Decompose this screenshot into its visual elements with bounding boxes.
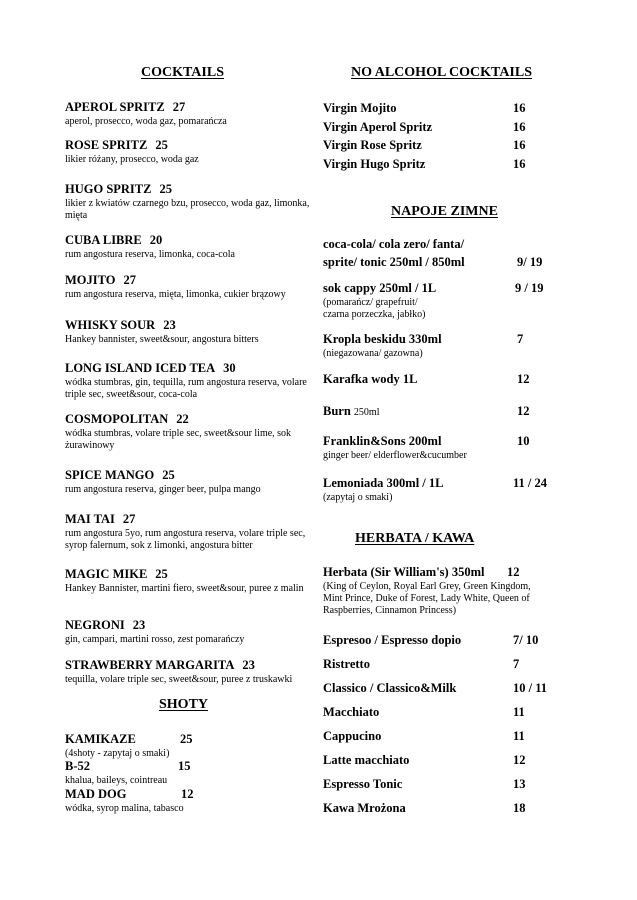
item-price: 10 / 11 xyxy=(513,681,548,695)
item-name: Classico / Classico&Milk xyxy=(323,681,457,695)
item-price: 23 xyxy=(132,618,146,632)
menu-item xyxy=(65,759,315,787)
item-name: Virgin Rose Spritz xyxy=(323,138,422,152)
item-price: 12 xyxy=(507,565,520,579)
menu-item xyxy=(65,273,315,301)
menu-item xyxy=(323,279,583,321)
item-description: aperol, prosecco, woda gaz, pomarańcza xyxy=(65,116,227,127)
menu-item xyxy=(323,631,583,649)
item-price: 30 xyxy=(223,361,236,375)
item-price: 12 xyxy=(513,753,526,767)
menu-item xyxy=(323,136,583,154)
item-name: MOJITO xyxy=(65,273,116,287)
menu-item xyxy=(65,468,315,496)
item-name: Karafka wody 1L xyxy=(323,372,418,386)
item-description: Hankey bannister, sweet&sour, angostura bitters xyxy=(65,334,259,345)
menu-item xyxy=(323,370,583,388)
cocktails-heading: COCKTAILS xyxy=(141,65,224,80)
item-description: wódka stumbras, volare triple sec, sweet&sour lime, sok żurawinowy xyxy=(65,428,292,451)
item-price: 9 / 19 xyxy=(515,281,544,295)
item-description: (niegazowana/ gazowna) xyxy=(323,348,423,359)
item-price: 22 xyxy=(176,412,189,426)
item-price: 27 xyxy=(122,512,136,526)
menu-item xyxy=(323,155,583,173)
item-name: Franklin&Sons 200ml xyxy=(323,434,442,448)
item-name: Espresoo / Espresso dopio xyxy=(323,633,462,647)
item-description: (King of Ceylon, Royal Earl Grey, Green Kingdom, Mint Prince, Duke of Forest, Lady White, Queen of Raspberries, Cinnamon Princess) xyxy=(323,581,531,616)
shoty-heading: SHOTY xyxy=(159,697,209,712)
item-price: 25 xyxy=(180,732,193,746)
item-description: wódka, syrop malina, tabasco xyxy=(65,803,184,814)
menu-item xyxy=(65,567,315,595)
item-price: 27 xyxy=(172,100,186,114)
item-price: 15 xyxy=(178,759,191,773)
menu-item xyxy=(323,118,583,136)
item-name: MAI TAI xyxy=(65,512,115,526)
item-price: 20 xyxy=(149,233,163,247)
item-price: 27 xyxy=(123,273,136,287)
item-name: coca-cola/ cola zero/ fanta/ xyxy=(323,237,465,251)
item-name: MAGIC MIKE xyxy=(65,567,148,581)
menu-item xyxy=(65,100,315,128)
item-description: likier różany, prosecco, woda gaz xyxy=(65,154,199,165)
item-price: 10 xyxy=(517,434,530,448)
item-name: Macchiato xyxy=(323,705,380,719)
item-description: rum angostura reserva, limonka, coca-cola xyxy=(65,249,235,260)
item-price: 12 xyxy=(181,787,194,801)
item-name: KAMIKAZE xyxy=(65,732,136,746)
item-name: ROSE SPRITZ xyxy=(65,138,148,152)
menu-item xyxy=(65,412,315,452)
item-name: Lemoniada 300ml / 1L xyxy=(323,476,444,490)
item-price: 23 xyxy=(242,658,255,672)
item-name: Virgin Aperol Spritz xyxy=(323,120,433,134)
item-price: 13 xyxy=(513,777,526,791)
item-name: Herbata (Sir William's) 350ml xyxy=(323,565,485,579)
herbata-heading: HERBATA / KAWA xyxy=(355,531,475,546)
menu-item xyxy=(323,402,583,420)
item-name: HUGO SPRITZ xyxy=(65,182,152,196)
item-name: LONG ISLAND ICED TEA xyxy=(65,361,216,375)
item-description: (zapytaj o smaki) xyxy=(323,492,393,503)
item-price: 12 xyxy=(517,372,530,386)
item-name: COSMOPOLITAN xyxy=(65,412,169,426)
menu-item xyxy=(323,655,583,673)
item-price: 9/ 19 xyxy=(517,255,543,269)
menu-item xyxy=(323,727,583,745)
item-price: 25 xyxy=(155,138,168,152)
item-description: ginger beer/ elderflower&cucumber xyxy=(323,450,467,461)
napoje-heading: NAPOJE ZIMNE xyxy=(391,204,498,219)
item-description: rum angostura 5yo, rum angostura reserva, volare triple sec, syrop falernum, sok z limonki, angostura bitter xyxy=(65,528,306,551)
item-price: 25 xyxy=(159,182,172,196)
menu-item xyxy=(65,138,315,166)
item-name: CUBA LIBRE xyxy=(65,233,142,247)
menu-item xyxy=(65,361,315,401)
no-alcohol-heading: NO ALCOHOL COCKTAILS xyxy=(351,65,533,80)
item-price: 23 xyxy=(163,318,176,332)
menu-item xyxy=(323,99,583,117)
item-price: 11 / 24 xyxy=(513,476,548,490)
item-description: tequilla, volare triple sec, sweet&sour, puree z truskawki xyxy=(65,674,293,685)
item-name: Kawa Mrożona xyxy=(323,801,406,815)
menu-item xyxy=(323,703,583,721)
menu-item xyxy=(65,233,315,261)
item-description: likier z kwiatów czarnego bzu, prosecco, woda gaz, limonka, mięta xyxy=(65,198,310,221)
menu-item xyxy=(323,563,583,617)
item-price: 18 xyxy=(513,801,526,815)
item-price: 11 xyxy=(513,705,525,719)
item-price: 12 xyxy=(517,404,530,418)
menu-item xyxy=(65,512,315,552)
menu-item xyxy=(323,474,583,504)
item-name: sok cappy 250ml / 1L xyxy=(323,281,437,295)
item-description: Hankey Bannister, martini fiero, sweet&sour, puree z malin xyxy=(65,583,304,594)
menu-item xyxy=(323,679,583,697)
item-price: 16 xyxy=(513,120,526,134)
menu-item xyxy=(65,318,315,346)
item-name: Virgin Mojito xyxy=(323,101,397,115)
menu-item xyxy=(323,432,583,462)
item-description: rum angostura reserva, ginger beer, pulpa mango xyxy=(65,484,261,495)
item-name: SPICE MANGO xyxy=(65,468,155,482)
item-price: 25 xyxy=(155,567,168,581)
menu-item xyxy=(65,658,315,686)
item-name: Virgin Hugo Spritz xyxy=(323,157,426,171)
item-price: 7/ 10 xyxy=(513,633,539,647)
menu-item xyxy=(323,235,583,271)
item-description: khalua, baileys, cointreau xyxy=(65,775,168,786)
menu-item xyxy=(65,618,315,646)
item-name: Kropla beskidu 330ml xyxy=(323,332,442,346)
item-name: Burn xyxy=(323,404,351,418)
item-size: 250ml xyxy=(353,407,380,418)
item-name: MAD DOG xyxy=(65,787,127,801)
menu-item xyxy=(323,799,583,817)
item-price: 7 xyxy=(517,332,524,346)
item-name: NEGRONI xyxy=(65,618,125,632)
menu-item xyxy=(65,732,315,760)
item-name: APEROL SPRITZ xyxy=(65,100,165,114)
item-price: 16 xyxy=(513,101,526,115)
item-price: 11 xyxy=(513,729,525,743)
item-description: (pomarańcz/ grapefruit/ czarna porzeczka, jabłko) xyxy=(323,297,426,320)
item-name: B-52 xyxy=(65,759,90,773)
item-price: 7 xyxy=(513,657,520,671)
item-name: Ristretto xyxy=(323,657,370,671)
item-name: Latte macchiato xyxy=(323,753,410,767)
item-name: STRAWBERRY MARGARITA xyxy=(65,658,235,672)
item-price: 16 xyxy=(513,138,526,152)
item-price: 25 xyxy=(162,468,175,482)
menu-item xyxy=(323,775,583,793)
item-description: (4shoty - zapytaj o smaki) xyxy=(65,748,170,759)
item-price: 16 xyxy=(513,157,526,171)
item-name: Cappucino xyxy=(323,729,382,743)
item-description: rum angostura reserva, mięta, limonka, cukier brązowy xyxy=(65,289,286,300)
item-description: wódka stumbras, gin, tequilla, rum angostura reserva, volare triple sec, sweet&sour, coca-cola xyxy=(65,377,307,400)
menu-item xyxy=(65,182,315,222)
item-name: WHISKY SOUR xyxy=(65,318,156,332)
menu-item xyxy=(323,751,583,769)
item-name: Espresso Tonic xyxy=(323,777,403,791)
item-name-line2: sprite/ tonic 250ml / 850ml xyxy=(323,255,465,269)
item-description: gin, campari, martini rosso, zest pomarańczy xyxy=(65,634,245,645)
menu-item xyxy=(323,330,583,360)
menu-item xyxy=(65,787,315,815)
